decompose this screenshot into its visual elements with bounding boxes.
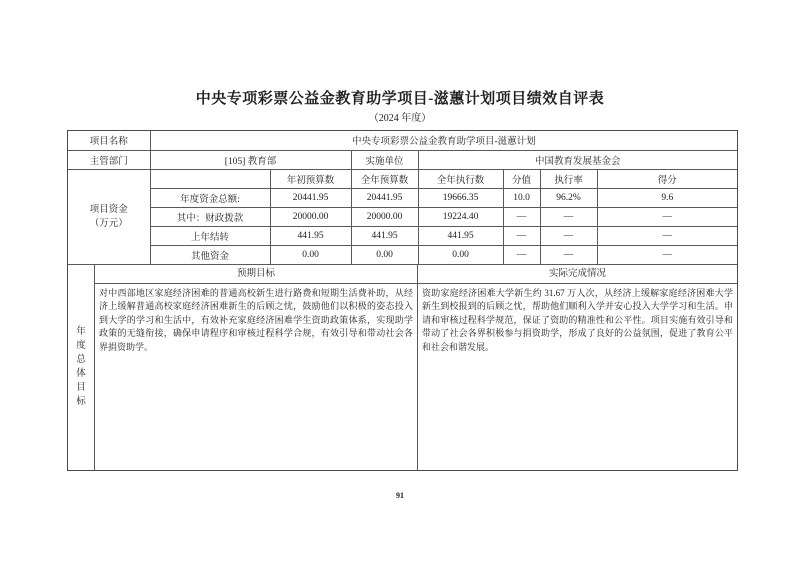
actual-completion-column (418, 265, 737, 470)
project-info-and-funding-table (68, 131, 737, 265)
expected-goal-header: 预期目标 (95, 265, 417, 284)
page-subtitle: （2024 年度） (368, 113, 432, 124)
department-label: 主管部门 (68, 150, 150, 169)
funding-row-carryover-executed: 441.95 (418, 226, 503, 245)
funding-row-total-annual: 20441.95 (351, 188, 418, 207)
project-name-value: 中央专项彩票公益金教育助学项目-滋蕙计划 (150, 131, 737, 150)
funding-row-total-executed: 19666.35 (418, 188, 503, 207)
project-name-row (68, 131, 737, 150)
department-row (68, 150, 737, 169)
funding-row-fiscal (68, 207, 737, 226)
evaluation-table (67, 130, 738, 471)
page-number: 91 (396, 491, 404, 500)
funding-header-row (68, 169, 737, 188)
funding-row-fiscal-executed: 19224.40 (418, 207, 503, 226)
annual-goal-vertical-label: 年度总体目标 (76, 327, 86, 407)
funding-row-carryover-rate: — (540, 226, 597, 245)
annual-goal-section (68, 265, 737, 470)
funding-row-other-executed: 0.00 (418, 245, 503, 264)
implementer-label: 实施单位 (351, 150, 418, 169)
actual-completion-header: 实际完成情况 (418, 265, 737, 284)
funding-row-fiscal-rate: — (540, 207, 597, 226)
funding-row-fiscal-annual: 20000.00 (351, 207, 418, 226)
expected-goal-column (95, 265, 418, 470)
funding-row-other-score: — (597, 245, 737, 264)
funding-row-other (68, 245, 737, 264)
funding-row-fiscal-score: — (597, 207, 737, 226)
funding-header-execution-rate: 执行率 (540, 169, 597, 188)
funding-row-fiscal-weight: — (503, 207, 540, 226)
annual-goal-label-column (68, 265, 95, 470)
funding-section-label-line1: 项目资金 (89, 204, 128, 215)
funding-row-other-rate: — (540, 245, 597, 264)
funding-section-label (68, 169, 150, 264)
actual-completion-text: 资助家庭经济困难大学新生约 31.67 万人次，从经济上缓解家庭经济困难大学新生到校报到的后顾之忧，帮助他们顺利入学并安心投入大学学习和生活。申请和审核过程科学规范，保证了资助的精准性和公平性。项目实施有效引导和带动了社会各界积极参与捐资助学，形成了良好的公益氛围，促进了教育公平和社会和谐发展。 (422, 287, 733, 352)
funding-header-score: 得分 (597, 169, 737, 188)
funding-row-other-weight: — (503, 245, 540, 264)
department-value: [105] 教育部 (150, 150, 351, 169)
page-title: 中央专项彩票公益金教育助学项目-滋蕙计划项目绩效自评表 (195, 91, 605, 107)
funding-row-total-label: 年度资金总额: (150, 188, 270, 207)
project-name-label: 项目名称 (68, 131, 150, 150)
funding-row-carryover-annual: 441.95 (351, 226, 418, 245)
implementer-value: 中国教育发展基金会 (418, 150, 737, 169)
funding-row-carryover-initial: 441.95 (270, 226, 351, 245)
funding-header-score-weight: 分值 (503, 169, 540, 188)
funding-row-total-score: 9.6 (597, 188, 737, 207)
funding-section-label-line2: （万元） (89, 218, 128, 229)
funding-row-total-rate: 96.2% (540, 188, 597, 207)
funding-row-other-initial: 0.00 (270, 245, 351, 264)
funding-row-total-weight: 10.0 (503, 188, 540, 207)
funding-row-fiscal-label: 其中：财政拨款 (150, 207, 270, 226)
funding-row-other-annual: 0.00 (351, 245, 418, 264)
funding-row-total-initial: 20441.95 (270, 188, 351, 207)
expected-goal-text: 对中西部地区家庭经济困难的普通高校新生进行路费和短期生活费补助，从经济上缓解普通高校家庭经济困难新生的后顾之忧，鼓励他们以积极的姿态投入到大学的学习和生活中，有效补充家庭经济困难学生资助政策体系，实现助学政策的无缝衔接，确保申请程序和审核过程科学合规，有效引导和带动社会各界捐资助学。 (99, 287, 413, 352)
funding-row-carryover (68, 226, 737, 245)
funding-header-initial-budget: 年初预算数 (270, 169, 351, 188)
funding-row-fiscal-initial: 20000.00 (270, 207, 351, 226)
funding-row-total (68, 188, 737, 207)
funding-header-empty-cell (150, 169, 270, 188)
funding-header-annual-executed: 全年执行数 (418, 169, 503, 188)
funding-row-carryover-label: 上年结转 (150, 226, 270, 245)
funding-row-other-label: 其他资金 (150, 245, 270, 264)
funding-header-annual-budget: 全年预算数 (351, 169, 418, 188)
funding-row-carryover-weight: — (503, 226, 540, 245)
funding-row-carryover-score: — (597, 226, 737, 245)
